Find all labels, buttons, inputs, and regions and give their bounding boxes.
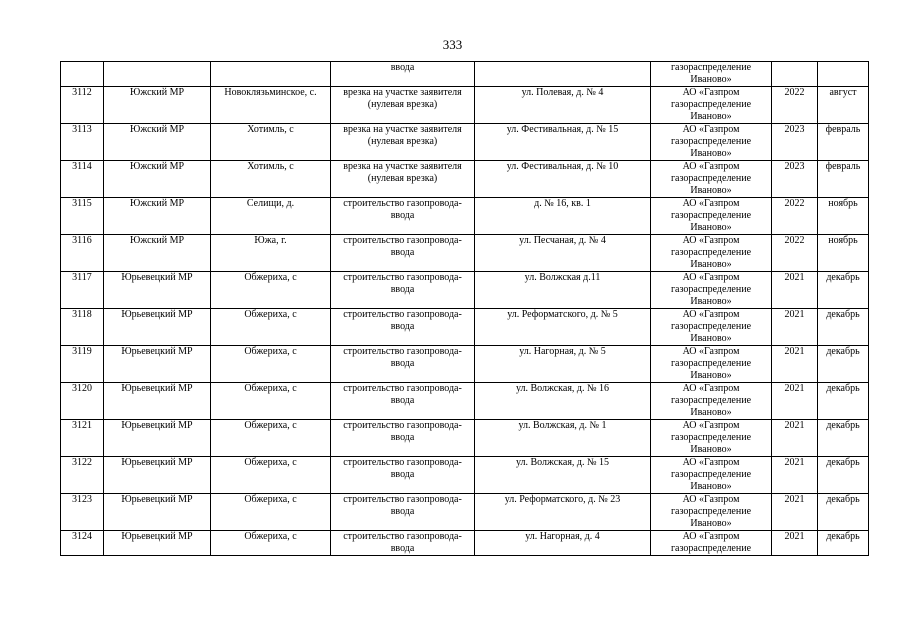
- cell-organization-line: АО «Газпром: [682, 309, 740, 320]
- table-body: [61, 62, 869, 556]
- cell-organization-line: Иваново»: [690, 222, 732, 233]
- cell-locality: [211, 62, 331, 87]
- cell-month: февраль: [818, 124, 869, 161]
- cell-address: ул. Нагорная, д. № 5: [475, 346, 651, 383]
- cell-organization-line: АО «Газпром: [682, 531, 740, 542]
- cell-organization: [651, 531, 772, 556]
- cell-organization-line: Иваново»: [690, 148, 732, 159]
- cell-district: Юрьевецкий МР: [104, 531, 211, 556]
- cell-work-type-line: строительство газопровода-: [343, 420, 462, 431]
- table-row: [61, 457, 869, 494]
- cell-organization-line: Иваново»: [690, 185, 732, 196]
- cell-month: февраль: [818, 161, 869, 198]
- cell-work-type-line: врезка на участке заявителя: [343, 87, 462, 98]
- cell-address: ул. Волжская, д. № 16: [475, 383, 651, 420]
- cell-organization: [651, 494, 772, 531]
- cell-organization: [651, 346, 772, 383]
- cell-organization-line: АО «Газпром: [682, 87, 740, 98]
- cell-address: ул. Волжская, д. № 1: [475, 420, 651, 457]
- cell-organization-line: Иваново»: [690, 444, 732, 455]
- table-row: [61, 383, 869, 420]
- cell-work-type: [331, 198, 475, 235]
- cell-work-type-line: строительство газопровода-: [343, 235, 462, 246]
- cell-work-type: [331, 235, 475, 272]
- cell-organization-line: газораспределение: [670, 543, 752, 554]
- cell-organization-line: газораспределение: [670, 210, 752, 221]
- cell-organization-line: АО «Газпром: [682, 494, 740, 505]
- table-row: [61, 420, 869, 457]
- cell-district: Юрьевецкий МР: [104, 346, 211, 383]
- cell-month: ноябрь: [818, 198, 869, 235]
- cell-year: [772, 62, 818, 87]
- cell-organization-line: газораспределение: [670, 506, 752, 517]
- cell-number: 3117: [61, 272, 104, 309]
- table-row: [61, 198, 869, 235]
- cell-district: Южский МР: [104, 87, 211, 124]
- table-row: [61, 531, 869, 556]
- gasification-table: [60, 61, 869, 556]
- cell-organization-line: АО «Газпром: [682, 383, 740, 394]
- cell-organization: [651, 124, 772, 161]
- cell-work-type-line: ввода: [390, 432, 415, 443]
- cell-organization-line: Иваново»: [690, 407, 732, 418]
- cell-number: 3116: [61, 235, 104, 272]
- cell-work-type-line: врезка на участке заявителя: [343, 161, 462, 172]
- cell-organization-line: газораспределение: [670, 99, 752, 110]
- cell-work-type-line: ввода: [390, 210, 415, 221]
- cell-organization: [651, 383, 772, 420]
- cell-year: 2021: [772, 272, 818, 309]
- cell-organization-line: АО «Газпром: [682, 161, 740, 172]
- cell-work-type-line: ввода: [390, 395, 415, 406]
- cell-work-type: [331, 309, 475, 346]
- cell-locality: Обжериха, с: [211, 457, 331, 494]
- cell-locality: Хотимль, с: [211, 124, 331, 161]
- cell-month: декабрь: [818, 531, 869, 556]
- cell-work-type: [331, 87, 475, 124]
- cell-organization-line: Иваново»: [690, 481, 732, 492]
- cell-work-type: [331, 62, 475, 87]
- cell-number: 3124: [61, 531, 104, 556]
- cell-address: ул. Фестивальная, д. № 10: [475, 161, 651, 198]
- cell-year: 2021: [772, 531, 818, 556]
- cell-organization-line: газораспределение: [670, 173, 752, 184]
- cell-locality: Обжериха, с: [211, 383, 331, 420]
- cell-address: ул. Фестивальная, д. № 15: [475, 124, 651, 161]
- table-row: [61, 309, 869, 346]
- cell-address: [475, 62, 651, 87]
- table-row: [61, 235, 869, 272]
- cell-district: Юрьевецкий МР: [104, 494, 211, 531]
- cell-month: декабрь: [818, 383, 869, 420]
- cell-number: 3114: [61, 161, 104, 198]
- cell-locality: Южа, г.: [211, 235, 331, 272]
- cell-year: 2023: [772, 161, 818, 198]
- cell-district: Юрьевецкий МР: [104, 457, 211, 494]
- cell-number: 3119: [61, 346, 104, 383]
- table-row: [61, 161, 869, 198]
- cell-number: 3115: [61, 198, 104, 235]
- cell-address: ул. Волжская д.11: [475, 272, 651, 309]
- cell-organization-line: Иваново»: [690, 518, 732, 529]
- page-number: 333: [442, 37, 463, 52]
- cell-work-type-line: (нулевая врезка): [367, 136, 438, 147]
- cell-address: ул. Реформатского, д. № 23: [475, 494, 651, 531]
- cell-district: Юрьевецкий МР: [104, 309, 211, 346]
- cell-organization-line: газораспределение: [670, 358, 752, 369]
- cell-year: 2022: [772, 198, 818, 235]
- cell-organization-line: газораспределение: [670, 395, 752, 406]
- table-row: [61, 87, 869, 124]
- cell-organization: [651, 235, 772, 272]
- cell-work-type: [331, 531, 475, 556]
- cell-work-type-line: (нулевая врезка): [367, 173, 438, 184]
- cell-organization-line: Иваново»: [690, 296, 732, 307]
- cell-locality: Обжериха, с: [211, 272, 331, 309]
- cell-year: 2021: [772, 494, 818, 531]
- cell-organization: [651, 272, 772, 309]
- cell-work-type-line: ввода: [390, 62, 415, 73]
- cell-month: декабрь: [818, 494, 869, 531]
- table-row: [61, 124, 869, 161]
- cell-organization-line: газораспределение: [670, 321, 752, 332]
- table-row-continued: [61, 62, 869, 87]
- cell-work-type-line: ввода: [390, 506, 415, 517]
- cell-number: 3122: [61, 457, 104, 494]
- cell-work-type-line: ввода: [390, 469, 415, 480]
- table-row: [61, 494, 869, 531]
- cell-district: Южский МР: [104, 235, 211, 272]
- cell-locality: Обжериха, с: [211, 531, 331, 556]
- cell-month: декабрь: [818, 420, 869, 457]
- cell-work-type: [331, 494, 475, 531]
- cell-number: 3113: [61, 124, 104, 161]
- cell-work-type-line: строительство газопровода-: [343, 457, 462, 468]
- table-row: [61, 346, 869, 383]
- cell-locality: Обжериха, с: [211, 346, 331, 383]
- cell-address: ул. Полевая, д. № 4: [475, 87, 651, 124]
- cell-organization-line: Иваново»: [690, 259, 732, 270]
- cell-district: Юрьевецкий МР: [104, 272, 211, 309]
- cell-month: декабрь: [818, 457, 869, 494]
- cell-number: [61, 62, 104, 87]
- cell-organization-line: АО «Газпром: [682, 457, 740, 468]
- cell-locality: Хотимль, с: [211, 161, 331, 198]
- cell-district: Юрьевецкий МР: [104, 383, 211, 420]
- cell-year: 2023: [772, 124, 818, 161]
- cell-work-type-line: строительство газопровода-: [343, 383, 462, 394]
- cell-work-type-line: ввода: [390, 358, 415, 369]
- cell-number: 3118: [61, 309, 104, 346]
- cell-work-type: [331, 272, 475, 309]
- cell-work-type: [331, 383, 475, 420]
- cell-work-type-line: строительство газопровода-: [343, 494, 462, 505]
- cell-work-type: [331, 346, 475, 383]
- cell-number: 3120: [61, 383, 104, 420]
- cell-work-type-line: ввода: [390, 284, 415, 295]
- cell-organization-line: Иваново»: [690, 74, 732, 85]
- cell-organization-line: Иваново»: [690, 370, 732, 381]
- cell-year: 2021: [772, 309, 818, 346]
- cell-organization-line: газораспределение: [670, 136, 752, 147]
- cell-organization: [651, 87, 772, 124]
- cell-organization-line: газораспределение: [670, 247, 752, 258]
- cell-district: Южский МР: [104, 124, 211, 161]
- table-row: [61, 272, 869, 309]
- cell-organization: [651, 161, 772, 198]
- cell-locality: Новоклязьминское, с.: [211, 87, 331, 124]
- cell-organization-line: Иваново»: [690, 333, 732, 344]
- cell-address: ул. Песчаная, д. № 4: [475, 235, 651, 272]
- cell-year: 2021: [772, 457, 818, 494]
- cell-year: 2021: [772, 420, 818, 457]
- cell-work-type-line: строительство газопровода-: [343, 309, 462, 320]
- cell-month: август: [818, 87, 869, 124]
- cell-organization-line: АО «Газпром: [682, 346, 740, 357]
- cell-work-type-line: ввода: [390, 543, 415, 554]
- cell-district: Юрьевецкий МР: [104, 420, 211, 457]
- cell-locality: Селищи, д.: [211, 198, 331, 235]
- cell-locality: Обжериха, с: [211, 494, 331, 531]
- cell-organization: [651, 420, 772, 457]
- cell-organization-line: газораспределение: [670, 432, 752, 443]
- cell-month: декабрь: [818, 346, 869, 383]
- cell-year: 2021: [772, 383, 818, 420]
- cell-organization-line: газораспределение: [670, 469, 752, 480]
- cell-work-type-line: (нулевая врезка): [367, 99, 438, 110]
- cell-organization: [651, 62, 772, 87]
- cell-organization-line: Иваново»: [690, 111, 732, 122]
- cell-work-type: [331, 420, 475, 457]
- cell-year: 2022: [772, 87, 818, 124]
- cell-number: 3112: [61, 87, 104, 124]
- cell-month: [818, 62, 869, 87]
- cell-work-type-line: строительство газопровода-: [343, 346, 462, 357]
- cell-number: 3123: [61, 494, 104, 531]
- cell-month: декабрь: [818, 309, 869, 346]
- cell-work-type-line: строительство газопровода-: [343, 198, 462, 209]
- cell-number: 3121: [61, 420, 104, 457]
- cell-organization-line: АО «Газпром: [682, 272, 740, 283]
- cell-district: [104, 62, 211, 87]
- cell-work-type-line: врезка на участке заявителя: [343, 124, 462, 135]
- cell-organization-line: газораспределение: [670, 284, 752, 295]
- cell-organization: [651, 198, 772, 235]
- cell-month: декабрь: [818, 272, 869, 309]
- cell-district: Южский МР: [104, 161, 211, 198]
- cell-organization-line: АО «Газпром: [682, 235, 740, 246]
- cell-organization: [651, 309, 772, 346]
- cell-locality: Обжериха, с: [211, 420, 331, 457]
- cell-organization: [651, 457, 772, 494]
- cell-address: ул. Нагорная, д. 4: [475, 531, 651, 556]
- cell-work-type-line: строительство газопровода-: [343, 272, 462, 283]
- cell-organization-line: газораспределение: [670, 62, 752, 73]
- cell-district: Южский МР: [104, 198, 211, 235]
- cell-work-type-line: ввода: [390, 247, 415, 258]
- cell-work-type-line: ввода: [390, 321, 415, 332]
- cell-year: 2021: [772, 346, 818, 383]
- cell-organization-line: АО «Газпром: [682, 124, 740, 135]
- cell-work-type: [331, 124, 475, 161]
- cell-locality: Обжериха, с: [211, 309, 331, 346]
- cell-work-type: [331, 457, 475, 494]
- cell-address: д. № 16, кв. 1: [475, 198, 651, 235]
- cell-organization-line: АО «Газпром: [682, 198, 740, 209]
- cell-address: ул. Реформатского, д. № 5: [475, 309, 651, 346]
- cell-organization-line: АО «Газпром: [682, 420, 740, 431]
- cell-work-type-line: строительство газопровода-: [343, 531, 462, 542]
- cell-year: 2022: [772, 235, 818, 272]
- cell-month: ноябрь: [818, 235, 869, 272]
- cell-address: ул. Волжская, д. № 15: [475, 457, 651, 494]
- cell-work-type: [331, 161, 475, 198]
